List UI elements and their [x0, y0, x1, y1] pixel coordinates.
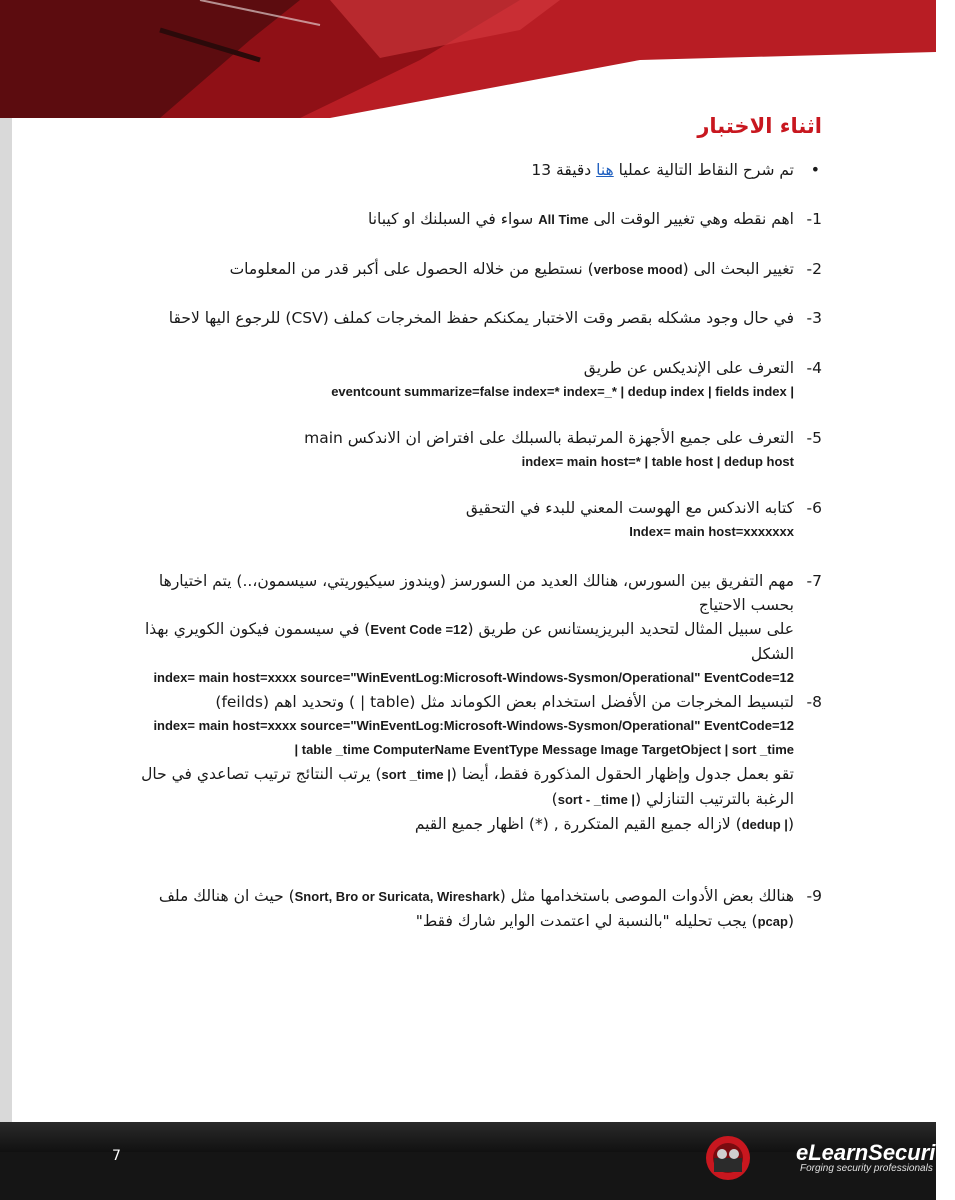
- list-item: -3 في حال وجود مشكله بقصر وقت الاختبار يمكنكم حفظ المخرجات كملف (CSV) للرجوع اليها لاحقا: [168, 309, 822, 327]
- bullet-icon: •: [810, 160, 820, 179]
- intro-bullet: • تم شرح النقاط التالية عمليا هنا دقيقة 13: [134, 158, 794, 182]
- list-item: -9 هنالك بعض الأدوات الموصى باستخدامها مثل (Snort, Bro or Suricata, Wireshark) حيث ان هنالك ملف (pcap) يجب تحليله "بالنسبة لي اعتمدت الواير شارك فقط": [158, 887, 822, 930]
- brand-name: eLearnSecurity: [796, 1140, 955, 1165]
- query-code: index= main host=* | table host | dedup host: [521, 454, 794, 469]
- query-code: index= main host=xxxx source="WinEventLog:Microsoft-Windows-Sysmon/Operational" EventCode=12: [153, 670, 794, 685]
- list-item: -4 التعرف على الإنديكس عن طريق eventcount summarize=false index=* index=_* | dedup index | fields index |: [134, 356, 794, 404]
- list-item: -5 التعرف على جميع الأجهزة المرتبطة بالسبلك على افتراض ان الاندكس main index= main host=* | table host | dedup host: [134, 426, 794, 474]
- page-number: 7: [112, 1148, 121, 1164]
- section-heading: اثناء الاختبار: [697, 114, 822, 138]
- page-edge: [0, 0, 12, 1200]
- query-code: | table _time ComputerName EventType Message Image TargetObject | sort _time: [294, 742, 794, 757]
- query-code: index= main host=xxxx source="WinEventLog:Microsoft-Windows-Sysmon/Operational" EventCode=12: [153, 718, 794, 733]
- list-item: -6 كتابه الاندكس مع الهوست المعني للبدء في التحقيق Index= main host=xxxxxxx: [134, 496, 794, 544]
- list-item: -7 مهم التفريق بين السورس، هنالك العديد من السورسز (ويندوز سيكيوريتي، سيسمون،..) يتم اختيارها بحسب الاحتياج على سبيل المثال لتحديد البريزيستانس عن طريق (Event Code =12) في سيسمون فيكون الكويري بهذا الشكل index= main host=xxxx source="WinEventLog:Microsoft-Windows-Sysmon/Operational" EventCode=12: [134, 569, 794, 690]
- list-item: -1 اهم نقطه وهي تغيير الوقت الى All Time سواء في السبلنك او كيبانا: [367, 210, 822, 228]
- video-link[interactable]: هنا: [596, 161, 614, 179]
- list-item: -2 تغيير البحث الى (verbose mood) نستطيع من خلاله الحصول على أكبر قدر من المعلومات: [229, 260, 822, 278]
- brand-tagline: Forging security professionals: [800, 1163, 933, 1174]
- list-item: -8 لتبسيط المخرجات من الأفضل استخدام بعض الكوماند مثل (table | ) وتحديد اهم (feilds) index= main host=xxxx source="WinEventLog:Microsoft-Windows-Sysmon/Operational" EventCode=12 | table _time ComputerName EventType Message Image TargetObject | sort _time تقو بعمل جدول وإظهار الحقول المذكورة فقط، أيضا (sort _time |) يرتب النتائج ترتيب تصاعدي في حال الرغبة بالترتيب التنازلي (sort - _time |) (dedup |) لازاله جميع القيم المتكررة , (*) اظهار جميع القيم: [134, 690, 794, 837]
- query-code: Index= main host=xxxxxxx: [629, 524, 794, 539]
- query-code: eventcount summarize=false index=* index=_* | dedup index | fields index |: [331, 384, 794, 399]
